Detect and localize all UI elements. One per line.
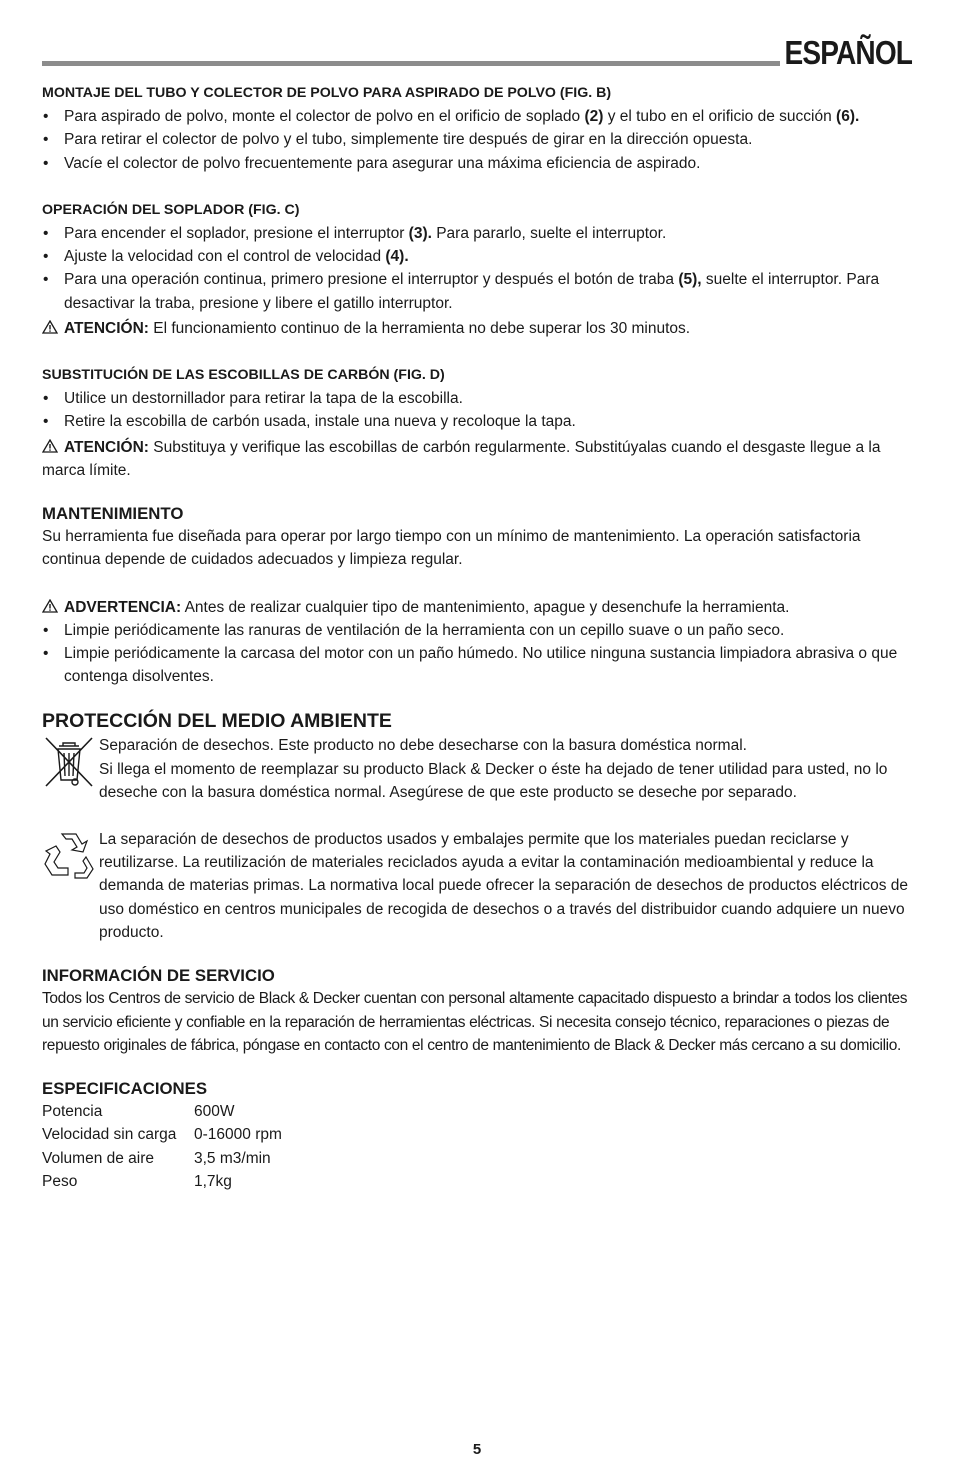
recycling-block: La separación de desechos de productos usados y embalajes permite que los materiales puedan reciclarse y reutilizarse. La reutilización de materiales reciclados ayuda a evitar la contaminación medioambiental y reduce la demanda de materias primas. La normativa local puede ofrecer la separación de desechos de productos eléctricos de uso doméstico en centros municipales de recogida de desechos o a través del distribuidor cuando adquiere un nuevo producto.	[42, 828, 912, 944]
list-item: • Utilice un destornillador para retirar la tapa de la escobilla.	[42, 387, 912, 410]
list-item: • Para aspirado de polvo, monte el colector de polvo en el orificio de soplado (2) y el tubo en el orificio de succión (6).	[42, 105, 912, 128]
list-item: • Para encender el soplador, presione el interruptor (3). Para pararlo, suelte el interruptor.	[42, 222, 912, 245]
warning-triangle-icon	[42, 599, 58, 613]
maintenance-paragraph: Su herramienta fue diseñada para operar por largo tiempo con un mínimo de mantenimiento. La operación satisfactoria continua depende de cuidados adecuados y limpieza regular.	[42, 528, 861, 569]
section-title-blower-operation: OPERACIÓN DEL SOPLADOR (FIG. C)	[42, 201, 300, 218]
dust-collector-list	[42, 105, 912, 175]
section-title-dust-collector: MONTAJE DEL TUBO Y COLECTOR DE POLVO PARA ASPIRADO DE POLVO (FIG. B)	[42, 85, 612, 101]
table-row: Peso 1,7kg	[42, 1172, 232, 1190]
language-title: ESPAÑOL	[784, 34, 912, 71]
maintenance-list	[42, 619, 912, 689]
waste-separation-block: Separación de desechos. Este producto no debe desecharse con la basura doméstica normal. Si llega el momento de reemplazar su producto Black & Decker o éste ha dejado de tener utilidad para usted, no lo deseche con la basura doméstica normal. Asegúrese de que este producto se deseche por separado.	[42, 734, 912, 804]
warning-note: ATENCIÓN: El funcionamiento continuo de la herramienta no debe superar los 30 minutos.	[42, 317, 912, 340]
warning-note: ATENCIÓN: Substituya y verifique las escobillas de carbón regularmente. Substitúyalas cuando el desgaste llegue a la marca límite.	[42, 438, 881, 479]
crossed-bin-icon	[42, 734, 96, 790]
section-title-maintenance: MANTENIMIENTO	[42, 504, 184, 524]
warning-triangle-icon	[42, 320, 58, 334]
specifications-table	[42, 1100, 912, 1193]
section-title-specifications: ESPECIFICACIONES	[42, 1078, 208, 1098]
table-row: Potencia 600W	[42, 1103, 235, 1121]
section-title-service: INFORMACIÓN DE SERVICIO	[42, 966, 275, 986]
list-item: • Vacíe el colector de polvo frecuentemente para asegurar una máxima eficiencia de aspirado.	[42, 152, 912, 175]
blower-operation-list	[42, 222, 912, 315]
recycle-icon	[42, 830, 96, 880]
warning-triangle-icon	[42, 439, 58, 453]
list-item: • Retire la escobilla de carbón usada, instale una nueva y recoloque la tapa.	[42, 410, 912, 433]
carbon-brushes-list	[42, 387, 912, 433]
list-item: • Ajuste la velocidad con el control de velocidad (4).	[42, 245, 912, 268]
section-title-environment: PROTECCIÓN DEL MEDIO AMBIENTE	[42, 710, 392, 733]
list-item: • Limpie periódicamente las ranuras de ventilación de la herramienta con un cepillo suave o un paño seco.	[42, 619, 912, 642]
warning-note: ADVERTENCIA: Antes de realizar cualquier tipo de mantenimiento, apague y desenchufe la herramienta.	[42, 596, 912, 619]
header-rule	[42, 61, 780, 66]
table-row: Volumen de aire 3,5 m3/min	[42, 1149, 271, 1167]
service-paragraph: Todos los Centros de servicio de Black & Decker cuentan con personal altamente capacitado dispuesto a brindar a todos los clientes un servicio eficiente y confiable en la reparación de herramientas eléctricas. Si necesita consejo técnico, reparaciones o piezas de repuesto originales de fábrica, póngase en contacto con el centro de mantenimiento de Black & Decker más cercano a su domicilio.	[42, 990, 908, 1054]
table-row: Velocidad sin carga 0-16000 rpm	[42, 1126, 282, 1144]
list-item: • Limpie periódicamente la carcasa del motor con un paño húmedo. No utilice ninguna sustancia limpiadora abrasiva o que contenga disolventes.	[42, 642, 912, 688]
section-title-carbon-brushes: SUBSTITUCIÓN DE LAS ESCOBILLAS DE CARBÓN (FIG. D)	[42, 367, 445, 384]
list-item: • Para retirar el colector de polvo y el tubo, simplemente tire después de girar en la dirección opuesta.	[42, 128, 912, 151]
list-item: • Para una operación continua, primero presione el interruptor y después el botón de traba (5), suelte el interruptor. Para desactivar la traba, presione y libere el gatillo interruptor.	[42, 268, 912, 314]
page-content	[42, 82, 912, 1193]
page-number: 5	[472, 1441, 482, 1458]
